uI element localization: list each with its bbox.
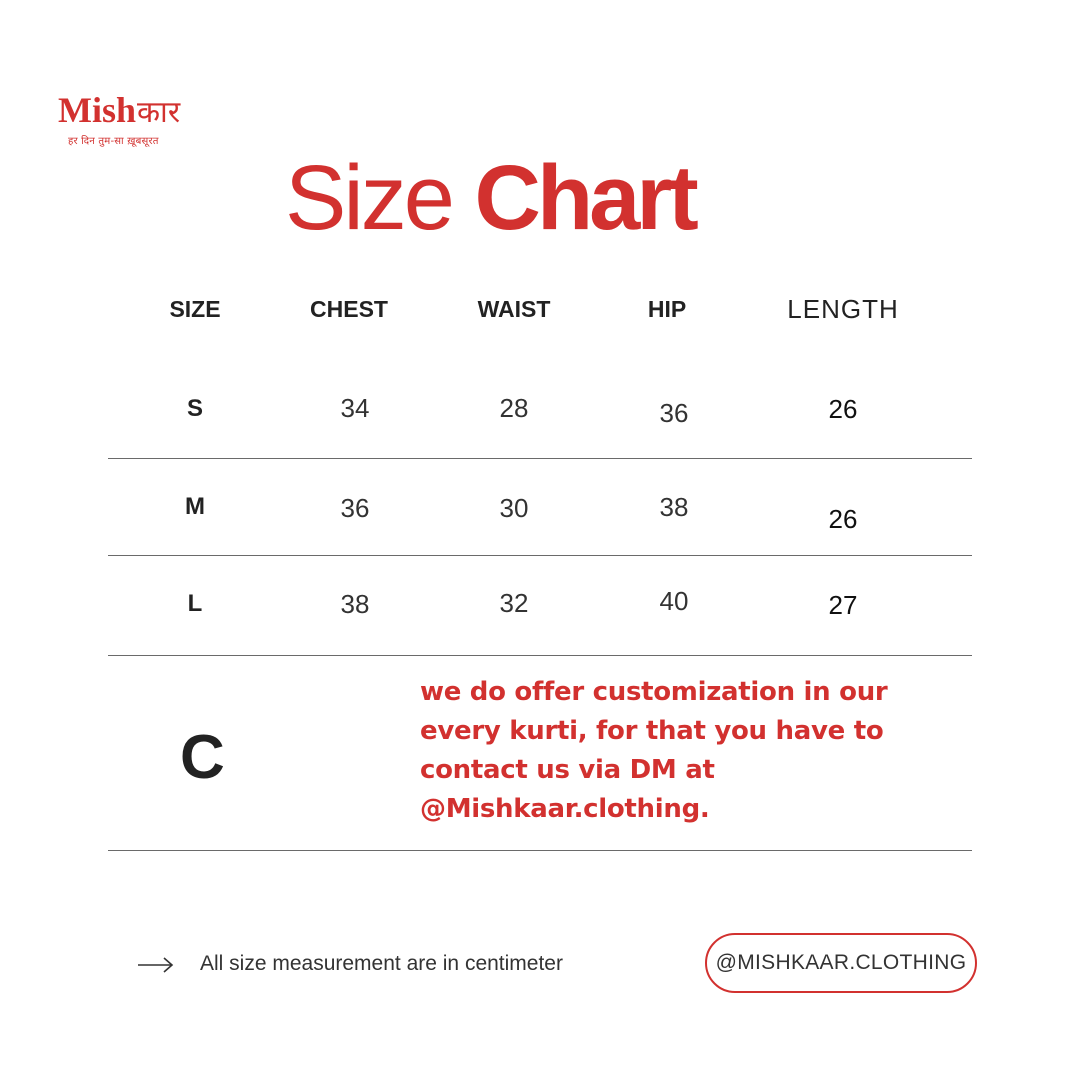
logo-tagline: हर दिन तुम-सा ख़ूबसूरत (68, 136, 159, 147)
instagram-handle-badge[interactable]: @MISHKAAR.CLOTHING (705, 933, 977, 993)
logo-wordmark (58, 92, 180, 131)
row-m-length: 26 (828, 504, 858, 534)
row-m-size: M (185, 493, 205, 520)
title-bold: Chart (474, 147, 695, 249)
logo-latin: Mish (58, 90, 137, 130)
row-divider (108, 850, 972, 851)
row-divider (108, 655, 972, 656)
custom-label: C (180, 723, 225, 792)
brand-logo (58, 92, 180, 147)
row-s-chest: 34 (340, 393, 370, 423)
row-s-hip: 36 (659, 398, 689, 428)
header-length: LENGTH (787, 294, 899, 324)
row-divider (108, 458, 972, 459)
header-waist: WAIST (477, 296, 551, 322)
customization-note: we do offer customization in our every kurti, for that you have to contact us via DM at @Mishkaar.clothing. (420, 677, 888, 824)
row-s-length: 26 (828, 394, 858, 424)
row-l-length: 27 (828, 590, 858, 620)
row-s-size: S (186, 395, 203, 422)
row-divider (108, 555, 972, 556)
logo-devanagari: कार (137, 95, 181, 130)
header-chest: CHEST (310, 296, 388, 322)
row-l-chest: 38 (340, 589, 370, 619)
row-l-waist: 32 (499, 588, 529, 618)
row-m-hip: 38 (659, 492, 689, 522)
header-hip: HIP (647, 296, 687, 322)
row-s-waist: 28 (499, 393, 529, 423)
title-light: Size (285, 147, 452, 249)
arrow-right-icon (137, 955, 175, 980)
row-m-waist: 30 (499, 493, 529, 523)
row-l-hip: 40 (659, 586, 689, 616)
page-title (285, 148, 695, 248)
row-l-size: L (187, 590, 203, 617)
header-size: SIZE (169, 296, 221, 322)
row-m-chest: 36 (340, 493, 370, 523)
measurement-note: All size measurement are in centimeter (200, 952, 563, 975)
